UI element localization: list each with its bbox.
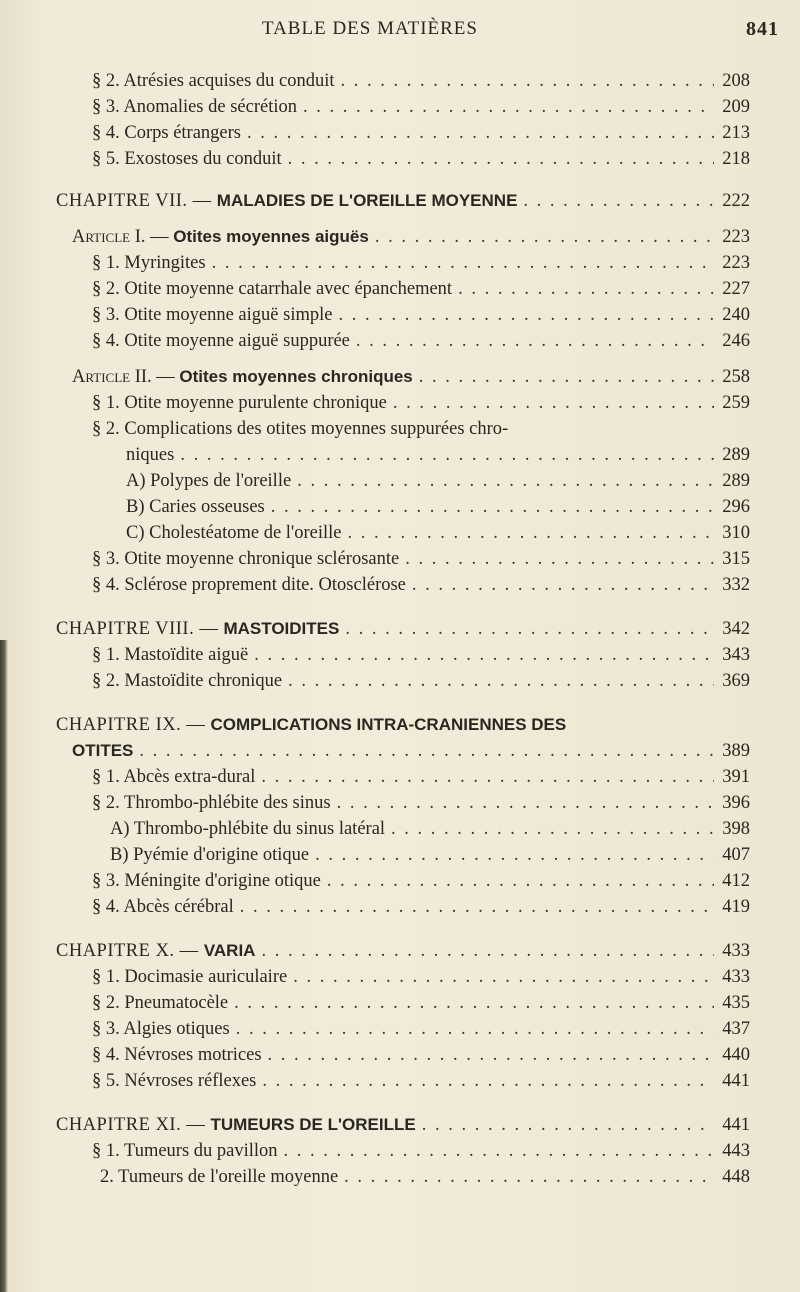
toc-chapter (72, 738, 750, 764)
toc-entry (92, 964, 750, 990)
entry-page: 389 (722, 741, 750, 761)
entry-label: C) Cholestéatome de l'oreille (126, 523, 342, 543)
toc-entry (92, 1068, 750, 1094)
leader-dots (254, 642, 714, 668)
entry-label: § 3. Algies otiques (92, 1019, 230, 1039)
leader-dots (261, 938, 714, 964)
entry-label: 2. Tumeurs de l'oreille moyenne (100, 1167, 339, 1187)
leader-dots (345, 616, 714, 642)
toc-entry (100, 1164, 750, 1190)
entry-page: 342 (722, 619, 750, 639)
entry-label: § 3. Anomalies de sécrétion (92, 97, 297, 117)
leader-dots (262, 1068, 714, 1094)
header-title: TABLE DES MATIÈRES (262, 18, 478, 39)
article-title: Otites moyennes aiguës (173, 227, 369, 246)
entry-label: § 1. Docimasie auriculaire (92, 967, 288, 987)
toc-entry (92, 120, 750, 146)
chapter-title: TUMEURS DE L'OREILLE (210, 1115, 416, 1134)
entry-page: 240 (722, 305, 750, 325)
entry-page: 223 (722, 227, 750, 247)
toc-entry (92, 790, 750, 816)
leader-dots (348, 520, 714, 546)
leader-dots (271, 494, 714, 520)
toc-entry (92, 642, 750, 668)
entry-page: 419 (722, 897, 750, 917)
leader-dots (327, 868, 714, 894)
entry-page: 443 (722, 1141, 750, 1161)
entry-page: 435 (722, 993, 750, 1013)
toc-entry (92, 390, 750, 416)
entry-page: 398 (722, 819, 750, 839)
entry-page: 391 (722, 767, 750, 787)
toc-entry (92, 302, 750, 328)
entry-label: A) Thrombo-phlébite du sinus latéral (110, 819, 386, 839)
entry-page: 213 (722, 123, 750, 143)
toc-chapter (56, 1112, 750, 1138)
entry-page: 208 (722, 71, 750, 91)
entry-page: 407 (722, 845, 750, 865)
toc-entry (92, 328, 750, 354)
entry-label: § 4. Abcès cérébral (92, 897, 234, 917)
toc-chapter (56, 616, 750, 642)
leader-dots (268, 1042, 714, 1068)
leader-dots (288, 668, 714, 694)
leader-dots (212, 250, 714, 276)
article-prefix: Article II. — (72, 367, 180, 387)
running-header (0, 18, 800, 48)
toc-entry (92, 250, 750, 276)
chapter-title: COMPLICATIONS INTRA-CRANIENNES DES (210, 715, 567, 734)
entry-page: 209 (722, 97, 750, 117)
entry-page: 315 (722, 549, 750, 569)
entry-page: 396 (722, 793, 750, 813)
leader-dots (180, 442, 714, 468)
article-title: Otites moyennes chroniques (179, 367, 413, 386)
leader-dots (297, 468, 714, 494)
entry-page: 259 (722, 393, 750, 413)
entry-label: § 5. Exostoses du conduit (92, 149, 282, 169)
toc-entry (92, 668, 750, 694)
leader-dots (284, 1138, 714, 1164)
leader-dots (236, 1016, 714, 1042)
toc-entry (92, 94, 750, 120)
toc-entry (92, 546, 750, 572)
leader-dots (293, 964, 714, 990)
leader-dots (393, 390, 714, 416)
leader-dots (344, 1164, 714, 1190)
toc-entry (110, 816, 750, 842)
entry-page: 441 (722, 1071, 750, 1091)
entry-label: § 4. Névroses motrices (92, 1045, 262, 1065)
leader-dots (288, 146, 714, 172)
entry-label: § 1. Tumeurs du pavillon (92, 1141, 278, 1161)
toc-entry (92, 276, 750, 302)
entry-page: 332 (722, 575, 750, 595)
toc-entry-wrapped: § 2. Complications des otites moyennes suppurées chro- (92, 419, 509, 439)
leader-dots (405, 546, 714, 572)
leader-dots (337, 790, 714, 816)
entry-page: 437 (722, 1019, 750, 1039)
leader-dots (422, 1112, 714, 1138)
toc-entry (92, 990, 750, 1016)
entry-page: 246 (722, 331, 750, 351)
toc-chapter-wrapped (56, 712, 566, 738)
entry-label: B) Pyémie d'origine otique (110, 845, 310, 865)
toc-entry (92, 1042, 750, 1068)
toc-entry (92, 894, 750, 920)
leader-dots (139, 738, 714, 764)
entry-page: 310 (722, 523, 750, 543)
chapter-title: MASTOIDITES (223, 619, 340, 638)
entry-page: 441 (722, 1115, 750, 1135)
entry-page: 440 (722, 1045, 750, 1065)
entry-page: 289 (722, 471, 750, 491)
entry-label: § 2. Thrombo-phlébite des sinus (92, 793, 331, 813)
page-edge-shadow (0, 640, 8, 1292)
entry-label: § 4. Corps étrangers (92, 123, 241, 143)
leader-dots (356, 328, 714, 354)
toc-entry (126, 468, 750, 494)
entry-label: § 1. Myringites (92, 253, 206, 273)
entry-label: § 5. Névroses réflexes (92, 1071, 257, 1091)
entry-label: § 1. Abcès extra-dural (92, 767, 256, 787)
entry-page: 433 (722, 941, 750, 961)
toc-entry (92, 572, 750, 598)
entry-label: § 2. Mastoïdite chronique (92, 671, 283, 691)
article-prefix: Article I. — (72, 227, 174, 247)
toc-entry (92, 146, 750, 172)
entry-label: niques (126, 445, 175, 465)
toc-article (72, 224, 750, 250)
toc-entry (126, 494, 750, 520)
entry-page: 227 (722, 279, 750, 299)
chapter-title: VARIA (203, 941, 256, 960)
entry-page: 369 (722, 671, 750, 691)
toc-entry (126, 442, 750, 468)
entry-page: 448 (722, 1167, 750, 1187)
chapter-prefix: CHAPITRE X. — (56, 941, 204, 961)
leader-dots (419, 364, 714, 390)
toc-entry (110, 842, 750, 868)
entry-label: § 3. Méningite d'origine otique (92, 871, 321, 891)
chapter-prefix: CHAPITRE XI. — (56, 1115, 211, 1135)
entry-label: § 2. Atrésies acquises du conduit (92, 71, 335, 91)
entry-page: 343 (722, 645, 750, 665)
toc-entry (126, 520, 750, 546)
leader-dots (375, 224, 714, 250)
toc-entry (92, 1016, 750, 1042)
entry-label: § 1. Mastoïdite aiguë (92, 645, 249, 665)
leader-dots (315, 842, 714, 868)
entry-page: 222 (722, 191, 750, 211)
leader-dots (391, 816, 714, 842)
entry-page: 218 (722, 149, 750, 169)
entry-label: § 1. Otite moyenne purulente chronique (92, 393, 387, 413)
toc-entry (92, 868, 750, 894)
entry-page: 258 (722, 367, 750, 387)
toc-chapter (56, 938, 750, 964)
leader-dots (338, 302, 714, 328)
leader-dots (458, 276, 714, 302)
toc-entry (92, 764, 750, 790)
toc-article (72, 364, 750, 390)
chapter-title-cont: OTITES (72, 741, 134, 760)
chapter-prefix: CHAPITRE VII. — (56, 191, 217, 211)
entry-page: 223 (722, 253, 750, 273)
entry-label: § 3. Otite moyenne chronique sclérosante (92, 549, 400, 569)
entry-label: § 4. Sclérose proprement dite. Otosclérose (92, 575, 406, 595)
leader-dots (240, 894, 714, 920)
leader-dots (247, 120, 714, 146)
entry-label: B) Caries osseuses (126, 497, 265, 517)
chapter-prefix: CHAPITRE IX. — (56, 715, 211, 735)
leader-dots (341, 68, 714, 94)
header-page-number: 841 (746, 18, 779, 40)
entry-page: 412 (722, 871, 750, 891)
entry-page: 296 (722, 497, 750, 517)
leader-dots (523, 188, 714, 214)
entry-label: A) Polypes de l'oreille (126, 471, 292, 491)
toc-chapter (56, 188, 750, 214)
leader-dots (261, 764, 714, 790)
leader-dots (234, 990, 714, 1016)
entry-label: § 2. Otite moyenne catarrhale avec épanchement (92, 279, 453, 299)
entry-label: § 4. Otite moyenne aiguë suppurée (92, 331, 350, 351)
leader-dots (412, 572, 714, 598)
chapter-title: MALADIES DE L'OREILLE MOYENNE (216, 191, 518, 210)
entry-label: § 3. Otite moyenne aiguë simple (92, 305, 333, 325)
leader-dots (303, 94, 714, 120)
entry-page: 289 (722, 445, 750, 465)
toc-entry (92, 68, 750, 94)
chapter-prefix: CHAPITRE VIII. — (56, 619, 224, 639)
toc-entry (92, 1138, 750, 1164)
entry-page: 433 (722, 967, 750, 987)
entry-label: § 2. Pneumatocèle (92, 993, 229, 1013)
